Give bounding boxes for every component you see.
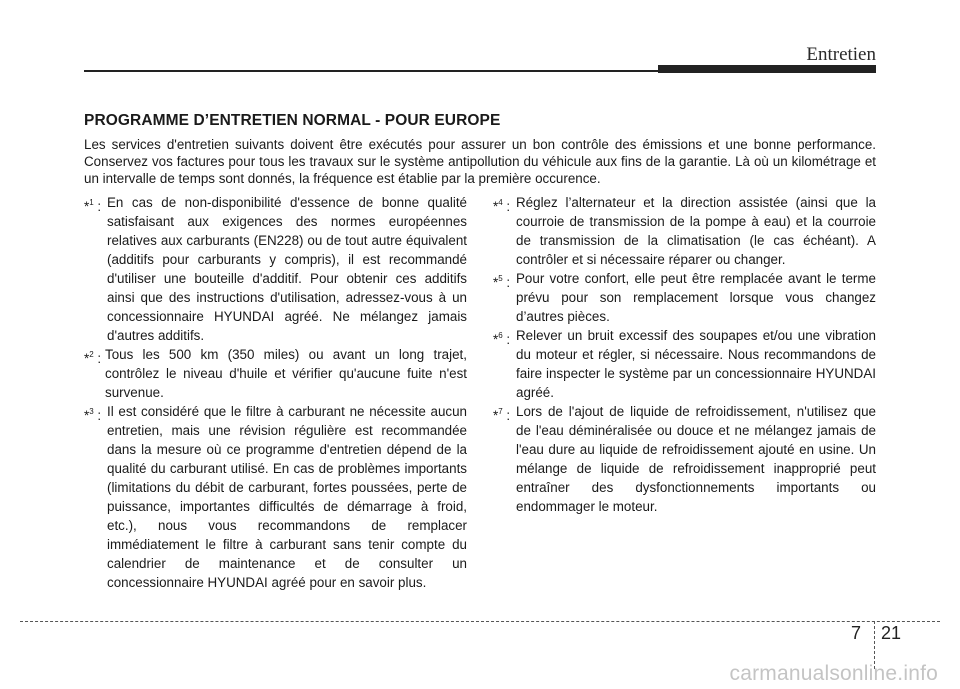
notes-column-right xyxy=(493,193,876,516)
footnote-marker: *$^2$ : xyxy=(84,350,102,366)
footnote-marker: *$^6$ : xyxy=(493,331,511,347)
page-number: 21 xyxy=(881,623,902,643)
footnote-4 xyxy=(493,193,876,269)
footnote-6 xyxy=(493,326,876,402)
footnote-text: En cas de non-disponibilité d'essence de bonne qualité satisfaisant aux exigences des normes européennes relatives aux carburants (EN228) ou de tout autre équivalent (additifs pour carburants y compris), il est recommandé d'utiliser une bouteille d'additif. Pour obtenir ces additifs ainsi que des instructions d'utilisation, adressez-vous à un concessionnaire HYUNDAI agréé. Ne mélangez jamais d'autres additifs. xyxy=(107,195,467,343)
notes-column-left xyxy=(84,193,467,592)
footnote-1 xyxy=(84,193,467,345)
footnote-marker: *$^1$ : xyxy=(84,198,102,214)
footnote-5 xyxy=(493,269,876,326)
footnote-text: Pour votre confort, elle peut être remplacée avant le terme prévu pour son remplacement lorsque vous changez d’autres pièces. xyxy=(516,271,876,324)
header-rule xyxy=(84,70,658,72)
footnote-marker: *$^4$ : xyxy=(493,198,511,214)
footer-dashed-rule xyxy=(20,621,940,622)
footnote-text: Tous les 500 km (350 miles) ou avant un long trajet, contrôlez le niveau d'huile et vérifier qu'aucune fuite n'est survenue. xyxy=(105,347,467,400)
section-title: PROGRAMME D’ENTRETIEN NORMAL - POUR EUROPE xyxy=(84,112,501,129)
footnote-2 xyxy=(84,345,467,402)
header-bar xyxy=(658,65,876,73)
footnote-text: Réglez l’alternateur et la direction assistée (ainsi que la courroie de transmission de la pompe à eau) et la courroie de transmission de la climatisation (le cas échéant). A contrôler et si nécessaire réparer ou changer. xyxy=(516,195,876,267)
footnote-marker: *$^7$ : xyxy=(493,407,511,423)
footnote-7 xyxy=(493,402,876,516)
footnote-text: Relever un bruit excessif des soupapes et/ou une vibration du moteur et régler, si nécessaire. Nous recommandons de faire inspecter le système par un concessionnaire HYUNDAI agréé. xyxy=(516,328,876,400)
watermark: carmanualsonline.info xyxy=(729,662,938,685)
footnote-3 xyxy=(84,402,467,592)
footnote-marker: *$^5$ : xyxy=(493,274,511,290)
footnote-marker: *$^3$ : xyxy=(84,407,102,423)
page-header-title: Entretien xyxy=(806,44,876,65)
footnote-text: Lors de l'ajout de liquide de refroidissement, n'utilisez que de l'eau déminéralisée ou douce et ne mélangez jamais de l'eau dure au liquide de refroidissement ajouté en usine. Un mélange de liquide de refroidissement inapproprié peut entraîner des dysfonctionnements importants ou endommager le moteur. xyxy=(516,404,876,514)
intro-paragraph: Les services d'entretien suivants doivent être exécutés pour assurer un bon contrôle des émissions et une bonne performance. Conservez vos factures pour tous les travaux sur le système antipollution du véhicule aux fins de la garantie. Là où un kilométrage et un intervalle de temps sont donnés, la fréquence est établie par la première occurence. xyxy=(84,137,876,186)
chapter-number: 7 xyxy=(851,623,862,643)
footnote-text: Il est considéré que le filtre à carburant ne nécessite aucun entretien, mais une révision régulière est recommandée dans la mesure où ce programme d'entretien dépend de la qualité du carburant utilisé. En cas de problèmes importants (limitations du débit de carburant, fortes poussées, perte de puissance, importantes difficultés de démarrage à froid, etc.), nous vous recommandons de remplacer immédiatement le filtre à carburant sans tenir compte du calendrier de maintenance et de consulter un concessionnaire HYUNDAI agréé pour en savoir plus. xyxy=(107,404,467,590)
